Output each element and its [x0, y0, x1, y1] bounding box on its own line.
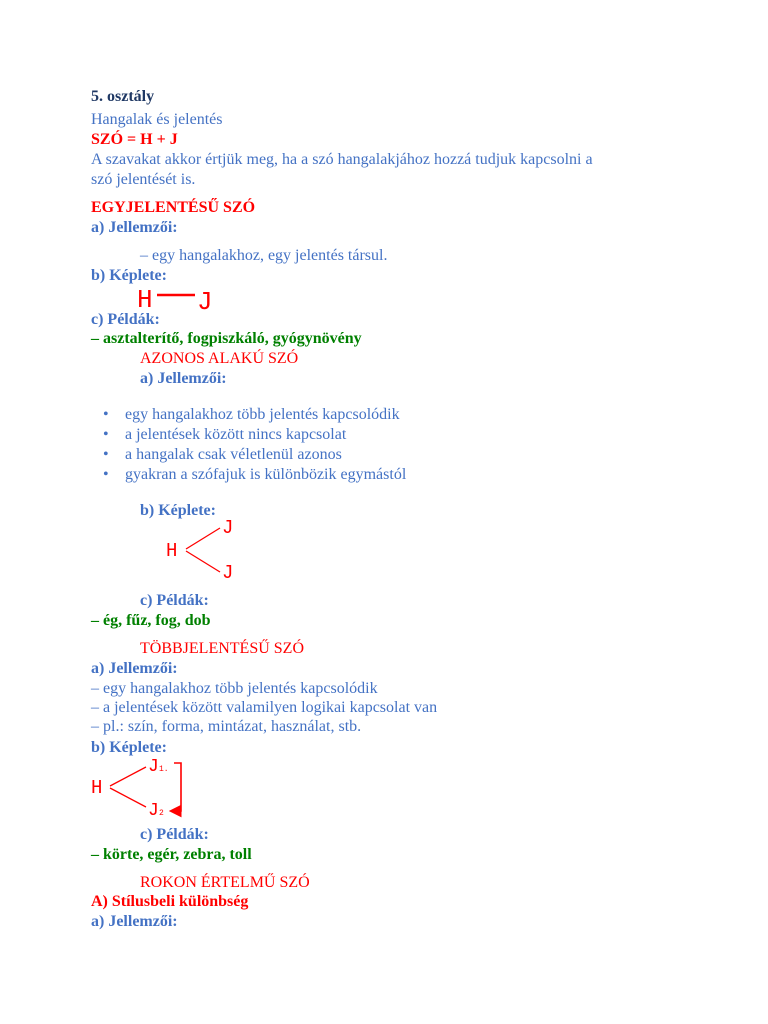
section-heading-tobbjelentesu: TÖBBJELENTÉSŰ SZÓ [140, 640, 304, 657]
j2-symbol: J [148, 801, 159, 821]
h-symbol: H [91, 777, 103, 799]
keplete-label: b) Képlete: [91, 267, 167, 284]
characteristic-line: – pl.: szín, forma, mintázat, használat, stb. [91, 718, 362, 735]
branch-line-bottom [186, 551, 220, 572]
intro-line-1: A szavakat akkor értjük meg, ha a szó hangalakjához hozzá tudjuk kapcsolni a [91, 151, 593, 168]
j2-subscript: 2 [159, 809, 164, 818]
j-symbol-top: J [222, 517, 234, 539]
h-symbol: H [166, 540, 178, 562]
jellemzoi-text: – egy hangalakhoz, egy jelentés társul. [140, 247, 388, 264]
section-heading-azonos-alaku: AZONOS ALAKÚ SZÓ [140, 350, 299, 367]
branch-line-bottom [110, 788, 146, 807]
jellemzoi-label: a) Jellemzői: [91, 913, 178, 930]
jellemzoi-label: a) Jellemzői: [91, 660, 178, 677]
list-item: • egy hangalakhoz több jelentés kapcsolódik [103, 406, 400, 423]
grade-label: 5. osztály [91, 88, 155, 105]
peldak-label: c) Példák: [140, 826, 209, 843]
jellemzoi-label: a) Jellemzői: [91, 219, 178, 236]
peldak-label: c) Példák: [140, 592, 209, 609]
list-item: • gyakran a szófajuk is különbözik egymástól [103, 466, 407, 483]
characteristics-list [100, 405, 406, 485]
bullet-icon: • [103, 426, 109, 443]
section-heading-egyjelentesu: EGYJELENTÉSŰ SZÓ [91, 199, 256, 216]
bullet-icon: • [103, 446, 109, 463]
bullet-icon: • [103, 466, 109, 483]
peldak-label: c) Példák: [91, 311, 160, 328]
section-heading-rokon-ertelmu: ROKON ÉRTELMŰ SZÓ [140, 874, 310, 891]
formula-diagram-polysemy [90, 755, 190, 820]
relation-arrow [172, 763, 181, 811]
formula-diagram-homonym [162, 516, 247, 582]
j1-subscript: 1. [159, 765, 169, 774]
peldak-text: – körte, egér, zebra, toll [91, 846, 252, 863]
j-symbol: J [197, 287, 213, 317]
keplete-label: b) Képlete: [91, 739, 167, 756]
bullet-icon: • [103, 406, 109, 423]
list-item: • a hangalak csak véletlenül azonos [103, 446, 342, 463]
j1-symbol: J [148, 757, 159, 777]
formula-diagram-one-to-one [135, 283, 215, 317]
branch-line-top [186, 528, 220, 549]
subsection-label: A) Stílusbeli különbség [91, 893, 249, 910]
h-symbol: H [137, 285, 153, 315]
branch-line-top [110, 767, 146, 786]
characteristic-line: – a jelentések között valamilyen logikai kapcsolat van [91, 699, 438, 716]
jellemzoi-label: a) Jellemzői: [140, 370, 227, 387]
peldak-text: – ég, fűz, fog, dob [91, 612, 211, 629]
list-item: • a jelentések között nincs kapcsolat [103, 426, 347, 443]
subtitle: Hangalak és jelentés [91, 111, 223, 128]
j-symbol-bottom: J [222, 562, 234, 584]
peldak-text: – asztalterítő, fogpiszkáló, gyógynövény [91, 330, 362, 347]
intro-line-2: szó jelentését is. [91, 171, 196, 188]
formula: SZÓ = H + J [91, 131, 178, 148]
characteristic-line: – egy hangalakhoz több jelentés kapcsolódik [91, 680, 378, 697]
keplete-label: b) Képlete: [140, 502, 216, 519]
